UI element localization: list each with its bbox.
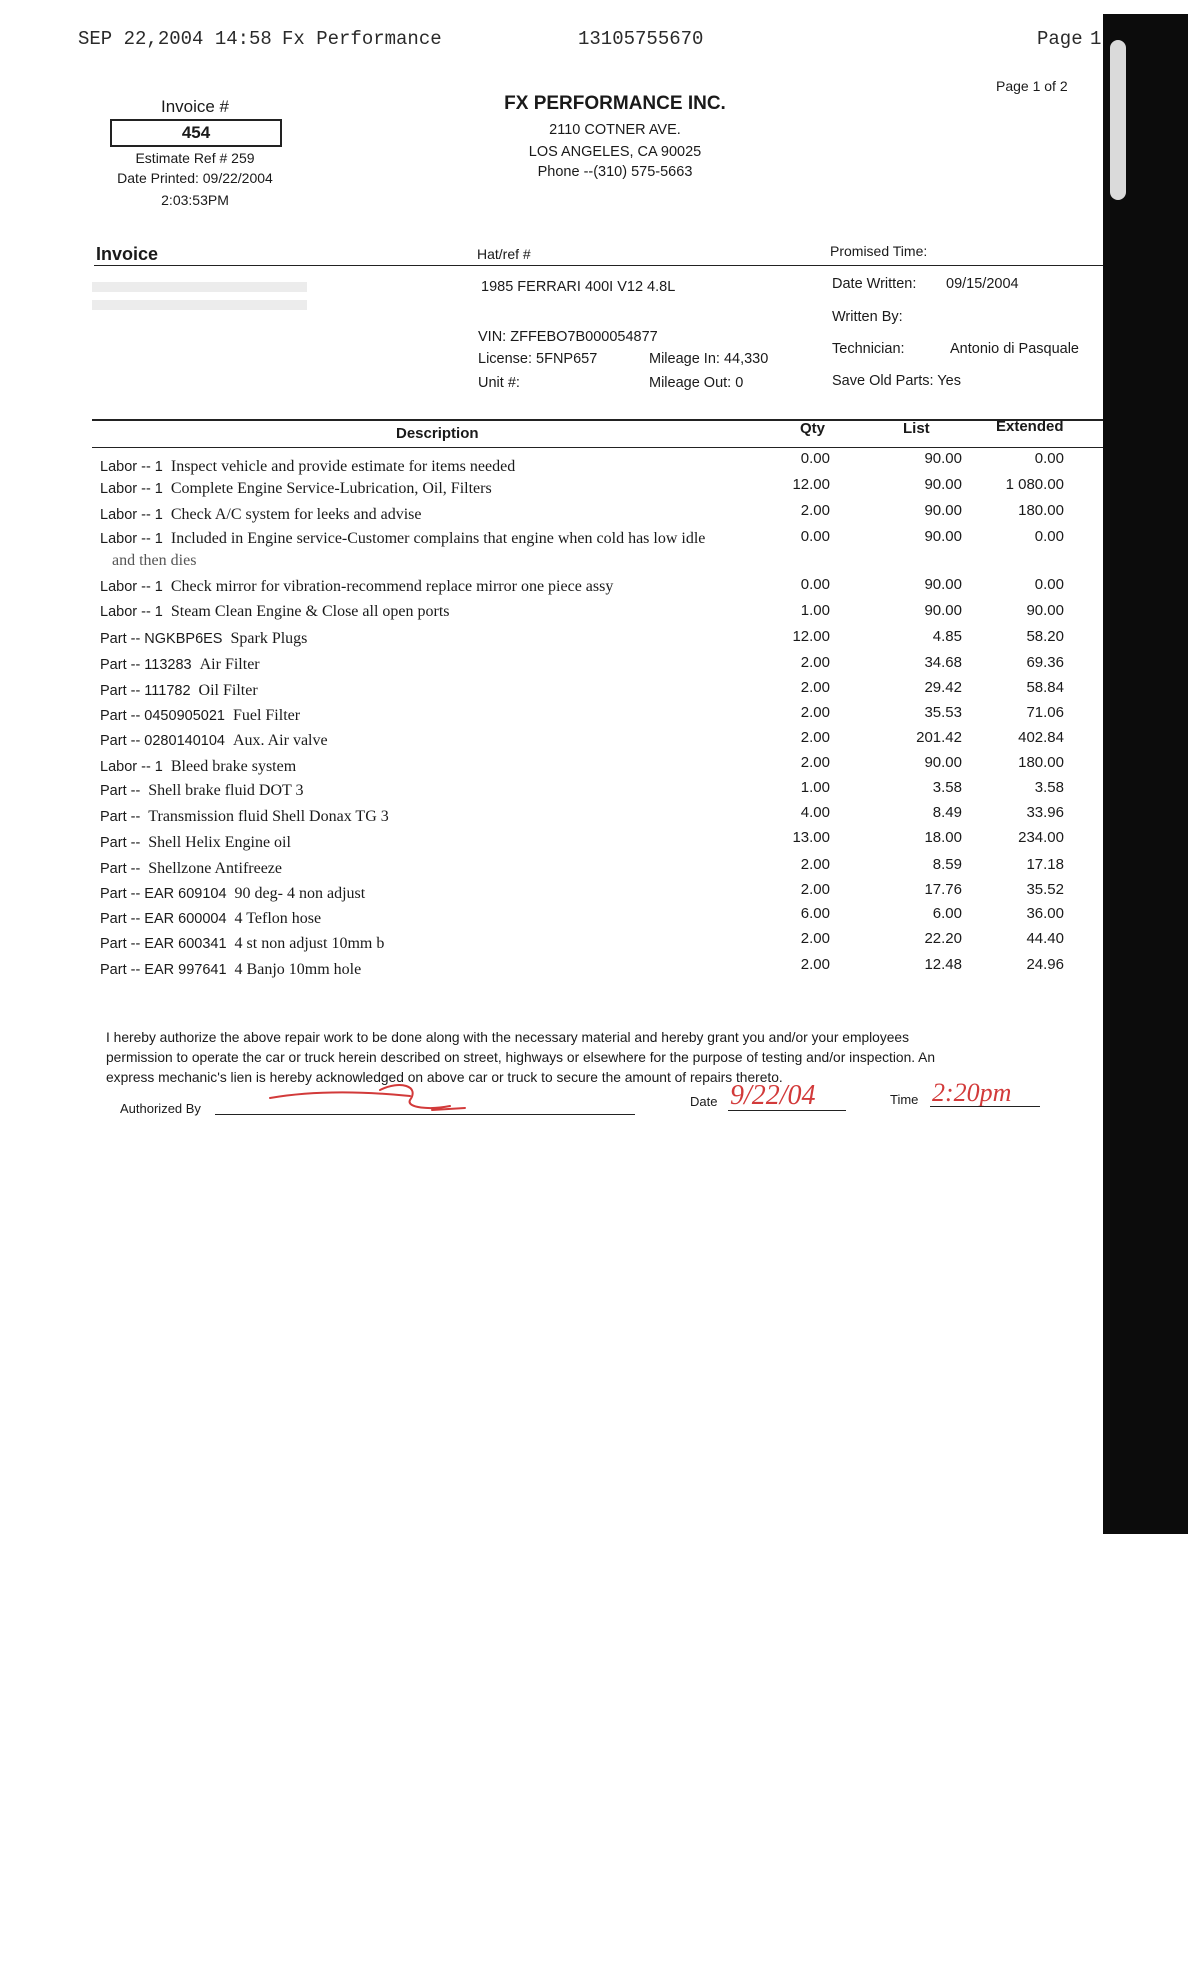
line-qty: 2.00 (800, 856, 830, 873)
authorization-line-3: express mechanic's lien is hereby acknowledged on above car or truck to secure the amount of repairs thereto. (106, 1070, 783, 1085)
date-written-label: Date Written: (832, 276, 917, 292)
line-prefix: Part -- 113283 (100, 657, 192, 673)
line-description (100, 656, 260, 674)
line-qty: 2.00 (800, 754, 830, 771)
estimate-ref: Estimate Ref # 259 (135, 150, 255, 166)
fax-page-label: Page (1037, 28, 1083, 50)
line-prefix: Part -- NGKBP6ES (100, 631, 223, 647)
line-ext: 44.40 (1026, 930, 1064, 947)
line-list: 90.00 (924, 576, 962, 593)
column-header-extended: Extended (996, 418, 1064, 435)
line-text: Shell brake fluid DOT 3 (148, 782, 304, 799)
line-text: 90 deg- 4 non adjust (234, 885, 366, 902)
line-qty: 0.00 (800, 528, 830, 545)
line-description (100, 506, 422, 524)
line-qty: 2.00 (800, 956, 830, 973)
line-text: Check A/C system for leeks and advise (170, 506, 422, 523)
line-list: 12.48 (924, 956, 962, 973)
date-label: Date (690, 1094, 718, 1109)
time-label: Time (890, 1092, 919, 1107)
fax-datetime: SEP 22,2004 14:58 (78, 28, 272, 50)
line-ext: 71.06 (1026, 704, 1064, 721)
line-text: Shell Helix Engine oil (148, 834, 291, 851)
line-description (100, 458, 515, 476)
time-line (930, 1106, 1040, 1107)
line-text: Inspect vehicle and provide estimate for items needed (170, 458, 516, 475)
line-description (100, 630, 307, 648)
hat-ref-label: Hat/ref # (477, 246, 531, 262)
line-text: Shellzone Antifreeze (148, 860, 282, 877)
scan-streak (1110, 40, 1126, 200)
line-qty: 2.00 (800, 729, 830, 746)
line-ext: 0.00 (1034, 528, 1064, 545)
column-header-description: Description (396, 425, 479, 442)
invoice-number: 454 (181, 123, 211, 142)
line-ext: 58.84 (1026, 679, 1064, 696)
line-ext: 180.00 (1018, 502, 1064, 519)
line-prefix: Labor -- 1 (100, 531, 163, 547)
handwritten-date: 9/22/04 (730, 1080, 816, 1111)
line-prefix: Labor -- 1 (100, 604, 163, 620)
column-header-list: List (903, 420, 930, 437)
line-prefix: Part -- (100, 835, 141, 851)
line-description (100, 935, 384, 953)
line-text: Bleed brake system (170, 758, 297, 775)
line-prefix: Part -- 111782 (100, 683, 191, 699)
line-prefix: Part -- 0280140104 (100, 733, 225, 749)
line-ext: 0.00 (1034, 576, 1064, 593)
line-prefix: Part -- (100, 783, 141, 799)
line-text: Complete Engine Service-Lubrication, Oil, Filters (170, 480, 492, 497)
line-qty: 2.00 (800, 502, 830, 519)
line-qty: 2.00 (800, 930, 830, 947)
line-qty: 2.00 (800, 654, 830, 671)
line-description (100, 834, 291, 852)
line-ext: 58.20 (1026, 628, 1064, 645)
line-qty: 0.00 (800, 576, 830, 593)
page-of-label: Page 1 of 2 (996, 78, 1068, 94)
line-ext: 0.00 (1034, 450, 1064, 467)
line-text: Included in Engine service-Customer complains that engine when cold has low idle (170, 530, 706, 547)
line-prefix: Labor -- 1 (100, 481, 163, 497)
line-list: 8.49 (932, 804, 962, 821)
date-line (728, 1110, 846, 1111)
line-qty: 4.00 (800, 804, 830, 821)
line-qty: 1.00 (800, 779, 830, 796)
line-ext: 36.00 (1026, 905, 1064, 922)
line-list: 90.00 (924, 502, 962, 519)
line-prefix: Part -- 0450905021 (100, 708, 225, 724)
company-phone: Phone --(310) 575-5663 (537, 164, 693, 180)
vehicle-description: 1985 FERRARI 400I V12 4.8L (481, 279, 676, 295)
save-old-parts: Save Old Parts: Yes (832, 373, 961, 389)
mileage-in: Mileage In: 44,330 (649, 351, 769, 367)
line-text: 4 Banjo 10mm hole (234, 961, 362, 978)
line-prefix: Labor -- 1 (100, 759, 163, 775)
line-ext: 180.00 (1018, 754, 1064, 771)
column-header-qty: Qty (800, 420, 826, 437)
line-description (100, 758, 296, 776)
line-text: Fuel Filter (232, 707, 301, 724)
line-qty: 0.00 (800, 450, 830, 467)
line-prefix: Part -- (100, 861, 141, 877)
line-description (100, 732, 328, 750)
line-text: Transmission fluid Shell Donax TG 3 (148, 808, 389, 825)
line-qty: 12.00 (792, 476, 830, 493)
line-list: 8.59 (932, 856, 962, 873)
line-ext: 234.00 (1018, 829, 1064, 846)
line-description (100, 910, 321, 928)
line-prefix: Part -- EAR 609104 (100, 886, 227, 902)
table-header-rule (92, 447, 1104, 448)
fax-phone: 13105755670 (578, 28, 704, 50)
company-address-2: LOS ANGELES, CA 90025 (528, 144, 702, 160)
line-prefix: Part -- EAR 600004 (100, 911, 227, 927)
mileage-out: Mileage Out: 0 (649, 375, 744, 391)
line-description (100, 707, 300, 725)
line-text-continuation (112, 552, 196, 570)
line-list: 6.00 (932, 905, 962, 922)
technician-value: Antonio di Pasquale (950, 341, 1079, 357)
line-ext: 24.96 (1026, 956, 1064, 973)
authorization-line-2: permission to operate the car or truck herein described on street, highways or elsewhere for the purpose of testing and/or inspection. An (106, 1050, 936, 1065)
date-printed: Date Printed: 09/22/2004 (117, 170, 273, 186)
line-qty: 13.00 (792, 829, 830, 846)
line-prefix: Part -- EAR 600341 (100, 936, 227, 952)
line-qty: 1.00 (800, 602, 830, 619)
line-ext: 35.52 (1026, 881, 1064, 898)
company-address-1: 2110 COTNER AVE. (549, 122, 681, 138)
line-ext: 1 080.00 (1005, 476, 1064, 493)
technician-label: Technician: (832, 341, 905, 357)
fax-page-number: 1 (1090, 28, 1102, 50)
line-qty: 2.00 (800, 704, 830, 721)
time-printed: 2:03:53PM (161, 192, 229, 208)
line-list: 90.00 (924, 528, 962, 545)
line-text: Aux. Air valve (232, 732, 328, 749)
line-description (100, 682, 258, 700)
line-description (100, 578, 613, 596)
header-rule (94, 265, 1104, 266)
line-ext: 17.18 (1026, 856, 1064, 873)
line-ext: 33.96 (1026, 804, 1064, 821)
line-list: 22.20 (924, 930, 962, 947)
customer-redacted-line (92, 282, 307, 292)
line-text: and then dies (112, 552, 197, 569)
customer-redacted-line (92, 300, 307, 310)
vehicle-unit: Unit #: (478, 375, 520, 391)
invoice-number-label: Invoice # (160, 97, 230, 116)
line-list: 18.00 (924, 829, 962, 846)
line-list: 201.42 (916, 729, 962, 746)
line-text: Check mirror for vibration-recommend replace mirror one piece assy (170, 578, 614, 595)
scan-black-band (1103, 14, 1188, 1534)
line-description (100, 530, 705, 548)
authorized-by-label: Authorized By (120, 1101, 201, 1116)
line-list: 4.85 (932, 628, 962, 645)
line-description (100, 961, 361, 979)
line-description (100, 603, 450, 621)
line-text: 4 Teflon hose (234, 910, 322, 927)
line-prefix: Labor -- 1 (100, 507, 163, 523)
line-text: Steam Clean Engine & Close all open ports (170, 603, 450, 620)
line-list: 90.00 (924, 476, 962, 493)
line-description (100, 885, 365, 903)
line-ext: 402.84 (1018, 729, 1064, 746)
line-prefix: Labor -- 1 (100, 579, 163, 595)
table-top-rule (92, 419, 1104, 421)
date-written-value: 09/15/2004 (946, 276, 1019, 292)
line-text: 4 st non adjust 10mm b (234, 935, 385, 952)
line-prefix: Labor -- 1 (100, 459, 163, 475)
company-name: FX PERFORMANCE INC. (504, 93, 726, 114)
line-list: 35.53 (924, 704, 962, 721)
line-list: 90.00 (924, 450, 962, 467)
line-prefix: Part -- (100, 809, 141, 825)
line-ext: 69.36 (1026, 654, 1064, 671)
line-qty: 12.00 (792, 628, 830, 645)
line-qty: 2.00 (800, 881, 830, 898)
signature-scribble (260, 1070, 490, 1120)
line-qty: 6.00 (800, 905, 830, 922)
line-text: Oil Filter (198, 682, 258, 699)
line-description (100, 782, 304, 800)
line-text: Air Filter (199, 656, 260, 673)
line-text: Spark Plugs (230, 630, 308, 647)
line-list: 3.58 (932, 779, 962, 796)
line-list: 29.42 (924, 679, 962, 696)
written-by: Written By: (832, 309, 903, 325)
line-ext: 3.58 (1034, 779, 1064, 796)
line-qty: 2.00 (800, 679, 830, 696)
line-list: 90.00 (924, 602, 962, 619)
line-list: 34.68 (924, 654, 962, 671)
authorization-line-1: I hereby authorize the above repair work to be done along with the necessary material and hereby grant you and/or your employees (106, 1030, 909, 1045)
vehicle-vin: VIN: ZFFEBO7B000054877 (478, 329, 658, 345)
document-type: Invoice (96, 244, 159, 264)
line-prefix: Part -- EAR 997641 (100, 962, 227, 978)
promised-time: Promised Time: (830, 243, 928, 259)
line-description (100, 808, 389, 826)
fax-sender: Fx Performance (282, 28, 442, 50)
invoice-number-box (110, 119, 282, 147)
line-list: 90.00 (924, 754, 962, 771)
line-ext: 90.00 (1026, 602, 1064, 619)
line-description (100, 860, 282, 878)
line-list: 17.76 (924, 881, 962, 898)
vehicle-license: License: 5FNP657 (478, 351, 598, 367)
handwritten-time: 2:20pm (932, 1078, 1012, 1107)
line-description (100, 480, 492, 498)
